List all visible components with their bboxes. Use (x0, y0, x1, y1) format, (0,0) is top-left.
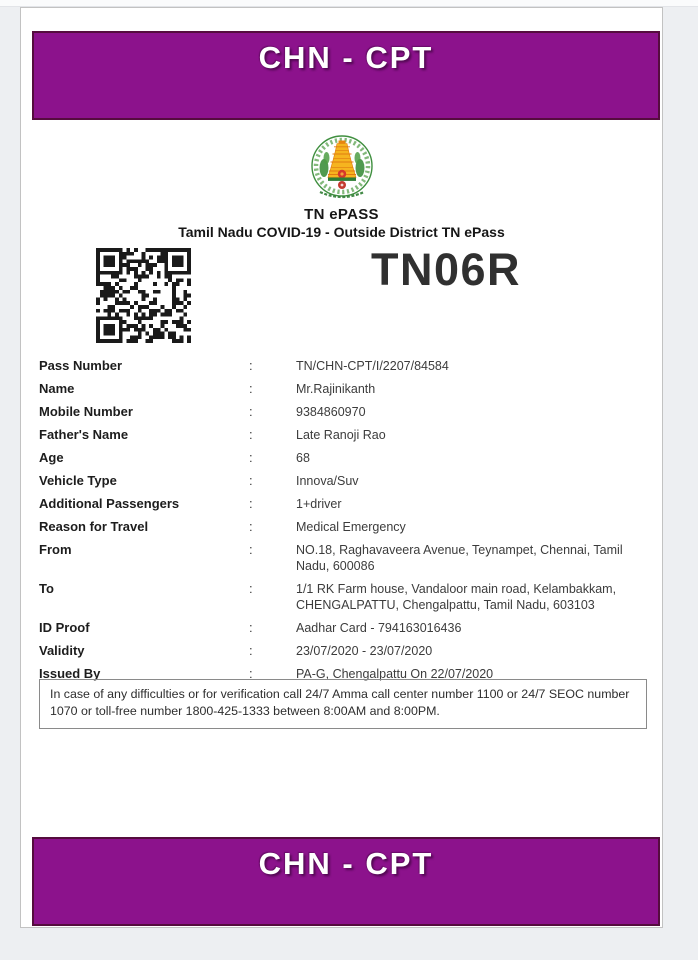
field-value: Innova/Suv (296, 474, 359, 488)
field-value: Mr.Rajinikanth (296, 382, 376, 396)
field-row (39, 358, 648, 374)
field-row (39, 427, 648, 443)
field-separator: : (249, 496, 253, 511)
field-label: Pass Number (39, 358, 123, 373)
field-row (39, 620, 648, 636)
field-value: TN/CHN-CPT/I/2207/84584 (296, 359, 449, 373)
footer-banner (32, 837, 660, 926)
field-label: Age (39, 450, 64, 465)
field-label: Reason for Travel (39, 519, 149, 534)
field-separator: : (249, 620, 253, 635)
field-row (39, 496, 648, 512)
field-value: 68 (296, 451, 310, 465)
field-label: To (39, 581, 54, 596)
field-row (39, 404, 648, 420)
field-separator: : (249, 404, 253, 419)
field-separator: : (249, 581, 253, 596)
epass-card (20, 7, 663, 928)
field-label: Vehicle Type (39, 473, 117, 488)
field-label: Validity (39, 643, 85, 658)
field-separator: : (249, 381, 253, 396)
field-list (39, 358, 648, 689)
field-row (39, 473, 648, 489)
field-separator: : (249, 358, 253, 373)
field-value: 1+driver (296, 497, 342, 511)
footer-banner-title: CHN - CPT (258, 846, 434, 881)
header-banner (32, 31, 660, 120)
help-note-text: In case of any difficulties or for verification call 24/7 Amma call center number 1100 or 24/7 SEOC number 1070 or toll-free number 1800-425-1333 between 8:00AM and 8:00PM. (50, 687, 630, 718)
field-row (39, 643, 648, 659)
field-label: From (39, 542, 72, 557)
field-value: NO.18, Raghavaveera Avenue, Teynampet, Chennai, Tamil Nadu, 600086 (296, 543, 623, 573)
field-label: ID Proof (39, 620, 90, 635)
field-row (39, 581, 648, 613)
page-title: TN ePASS (304, 206, 379, 223)
tn-government-emblem-icon (304, 130, 380, 206)
field-value: PA-G, Chengalpattu On 22/07/2020 (296, 667, 494, 681)
field-separator: : (249, 519, 253, 534)
field-row (39, 542, 648, 574)
field-label: Name (39, 381, 75, 396)
field-label: Issued By (39, 666, 101, 681)
field-separator: : (249, 427, 253, 442)
field-separator: : (249, 643, 253, 658)
qr-code-icon (96, 248, 191, 343)
field-separator: : (249, 450, 253, 465)
field-separator: : (249, 666, 253, 681)
page-top-strip (0, 0, 698, 7)
field-row (39, 381, 648, 397)
field-label: Additional Passengers (39, 496, 180, 511)
page-subtitle: Tamil Nadu COVID-19 - Outside District TN ePass (178, 224, 505, 240)
field-separator: : (249, 542, 253, 557)
field-value: Aadhar Card - 794163016436 (296, 621, 462, 635)
field-row (39, 450, 648, 466)
field-label: Father's Name (39, 427, 129, 442)
field-value: 1/1 RK Farm house, Vandaloor main road, Kelambakkam, CHENGALPATTU, Chengalpattu, Tamil Nadu, 603103 (296, 582, 617, 612)
field-value: 9384860970 (296, 405, 366, 419)
pass-code: TN06R (371, 244, 522, 295)
header-banner-title: CHN - CPT (258, 40, 434, 75)
field-label: Mobile Number (39, 404, 133, 419)
field-separator: : (249, 473, 253, 488)
help-note-box (39, 679, 647, 729)
field-value: 23/07/2020 - 23/07/2020 (296, 644, 433, 658)
field-value: Medical Emergency (296, 520, 406, 534)
field-value: Late Ranoji Rao (296, 428, 386, 442)
field-row (39, 519, 648, 535)
